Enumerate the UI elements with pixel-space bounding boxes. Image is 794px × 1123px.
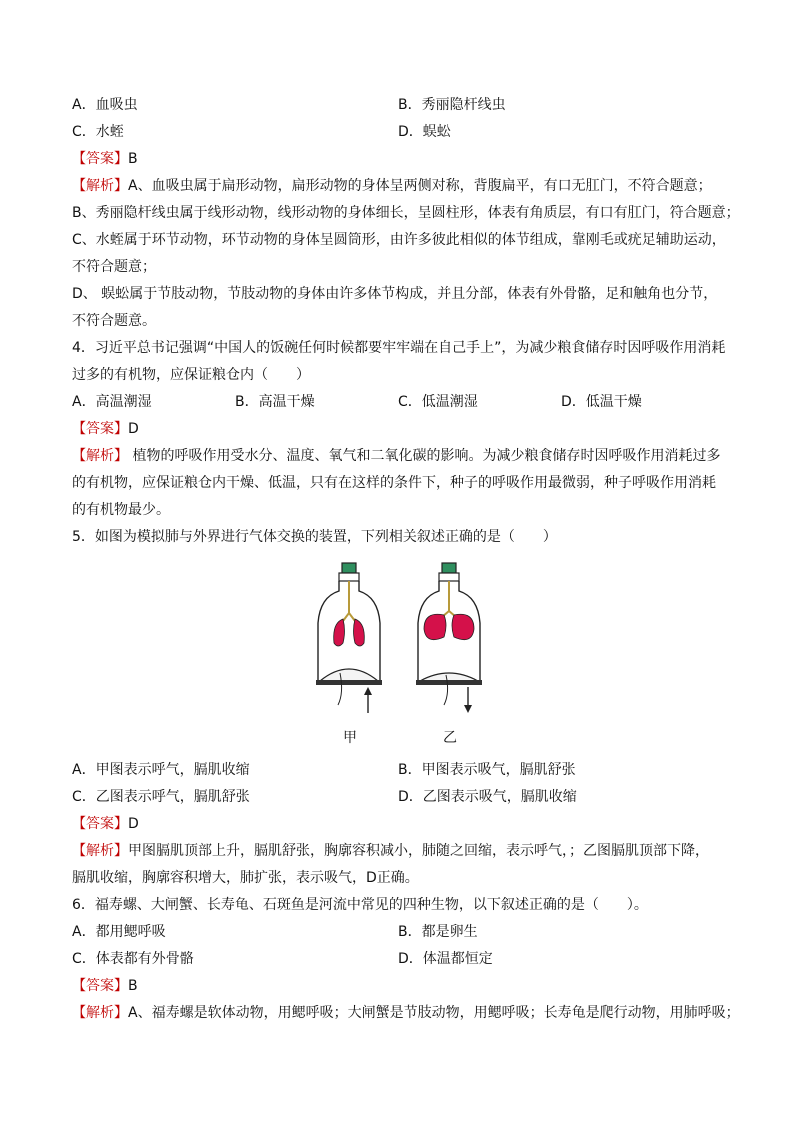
q6-answer <box>72 973 724 1000</box>
q6-option-c: C．体表都有外骨骼 <box>72 951 194 967</box>
q4-stem-cont: 过多的有机物，应保证粮仓内（ ） <box>72 367 310 383</box>
analysis-text: A、血吸虫属于扁形动物，扁形动物的身体呈两侧对称，背腹扁平，有口无肛门，不符合题意； <box>128 178 712 194</box>
q3-answer <box>72 146 724 173</box>
lung-balloon <box>354 619 365 646</box>
bell-jar-diagram <box>310 553 510 728</box>
jar-base <box>316 680 382 685</box>
analysis-tag: 【解析】 <box>72 448 128 464</box>
lung-balloon <box>452 614 474 639</box>
diaphragm-membrane <box>320 669 378 681</box>
stopper-cap <box>342 563 356 573</box>
q6-option-d: D．体温都恒定 <box>398 951 493 967</box>
jar-left <box>316 563 382 713</box>
arrow-head <box>464 705 472 713</box>
jar-right <box>416 563 482 713</box>
q5-answer <box>72 811 724 838</box>
q3-analysis-line <box>72 173 724 200</box>
q6-option-b: B．都是卵生 <box>398 924 478 940</box>
q4-option-c: C．低温潮湿 <box>398 394 478 410</box>
q3-analysis-line: 不符合题意。 <box>72 313 156 329</box>
q6-analysis-line <box>72 1000 740 1027</box>
q3-options-row-2 <box>72 119 724 146</box>
q3-analysis-line: C、水蛭属于环节动物，环节动物的身体呈圆筒形，由许多彼此相似的体节组成，靠刚毛或疣足辅助运动， <box>72 232 726 248</box>
q6-option-a: A．都用鳃呼吸 <box>72 924 166 940</box>
figure-label-yi: 乙 <box>443 730 457 746</box>
q5-options-row-2 <box>72 784 724 811</box>
answer-value: D <box>128 816 139 832</box>
stopper <box>439 573 459 581</box>
q6-options-row-2 <box>72 946 724 973</box>
analysis-text: 甲图膈肌顶部上升，膈肌舒张，胸廓容积减小，肺随之回缩，表示呼气，；乙图膈肌顶部下降， <box>128 843 709 859</box>
analysis-text: 植物的呼吸作用受水分、温度、氧气和二氧化碳的影响。为减少粮食储存时因呼吸作用消耗过多 <box>128 448 721 464</box>
q5-stem: 5．如图为模拟肺与外界进行气体交换的装置，下列相关叙述正确的是（ ） <box>72 529 557 545</box>
q3-analysis-line: B、秀丽隐杆线虫属于线形动物，线形动物的身体细长，呈圆柱形，体表有角质层，有口有肛门，符合题意； <box>72 205 740 221</box>
q4-option-d: D．低温干燥 <box>561 394 642 410</box>
q3-options-row-1 <box>72 92 724 119</box>
bronchi <box>343 613 355 621</box>
answer-tag: 【答案】 <box>72 151 128 167</box>
q5-option-a: A．甲图表示呼气，膈肌收缩 <box>72 762 250 778</box>
arrow-head <box>364 687 372 695</box>
q5-options-row-1 <box>72 757 724 784</box>
q6-stem: 6．福寿螺、大闸蟹、长寿龟、石斑鱼是河流中常见的四种生物，以下叙述正确的是（ ）。 <box>72 897 648 913</box>
q4-options <box>72 389 724 416</box>
q4-option-b: B．高温干燥 <box>235 394 315 410</box>
q4-option-a: A．高温潮湿 <box>72 394 152 410</box>
q6-options-row-1 <box>72 919 724 946</box>
lung-balloon <box>424 614 446 639</box>
analysis-text: A、福寿螺是软体动物，用鳃呼吸；大闸蟹是节肢动物，用鳃呼吸；长寿龟是爬行动物，用肺呼吸； <box>128 1005 740 1021</box>
analysis-tag: 【解析】 <box>72 178 128 194</box>
stopper <box>339 573 359 581</box>
answer-value: B <box>128 151 138 167</box>
answer-tag: 【答案】 <box>72 421 128 437</box>
analysis-tag: 【解析】 <box>72 843 128 859</box>
q3-option-b: B．秀丽隐杆线虫 <box>398 97 506 113</box>
q3-option-c: C．水蛭 <box>72 124 124 140</box>
answer-tag: 【答案】 <box>72 978 128 994</box>
diaphragm-membrane <box>420 673 478 681</box>
answer-value: D <box>128 421 139 437</box>
q5-option-b: B．甲图表示吸气，膈肌舒张 <box>398 762 576 778</box>
analysis-tag: 【解析】 <box>72 1005 128 1021</box>
q3-option-a: A．血吸虫 <box>72 97 138 113</box>
stopper-cap <box>442 563 456 573</box>
q4-analysis-line <box>72 443 724 470</box>
q3-option-d: D．蜈蚣 <box>398 124 451 140</box>
jar-base <box>416 680 482 685</box>
q5-lung-model-figure <box>72 553 724 753</box>
document-page <box>72 92 740 1027</box>
q5-option-c: C．乙图表示呼气，膈肌舒张 <box>72 789 250 805</box>
q4-stem: 4．习近平总书记强调“中国人的饭碗任何时候都要牢牢端在自己手上”，为减少粮食储存时因呼吸作用消耗 <box>72 340 726 356</box>
lung-balloon <box>334 619 345 646</box>
answer-tag: 【答案】 <box>72 816 128 832</box>
figure-label-jia: 甲 <box>343 730 357 746</box>
q5-analysis-line <box>72 838 724 865</box>
q3-analysis-line: 不符合题意； <box>72 259 156 275</box>
q4-analysis-line: 的有机物最少。 <box>72 502 170 518</box>
q5-option-d: D．乙图表示吸气，膈肌收缩 <box>398 789 577 805</box>
answer-value: B <box>128 978 138 994</box>
q5-analysis-line: 膈肌收缩，胸廓容积增大，肺扩张，表示吸气，D正确。 <box>72 870 419 886</box>
q3-analysis-line: D、 蜈蚣属于节肢动物，节肢动物的身体由许多体节构成，并且分部，体表有外骨骼，足和触角也分节， <box>72 286 718 302</box>
q4-analysis-line: 的有机物，应保证粮仓内干燥、低温，只有在这样的条件下，种子的呼吸作用最微弱，种子呼吸作用消耗 <box>72 475 716 491</box>
q4-answer <box>72 416 724 443</box>
